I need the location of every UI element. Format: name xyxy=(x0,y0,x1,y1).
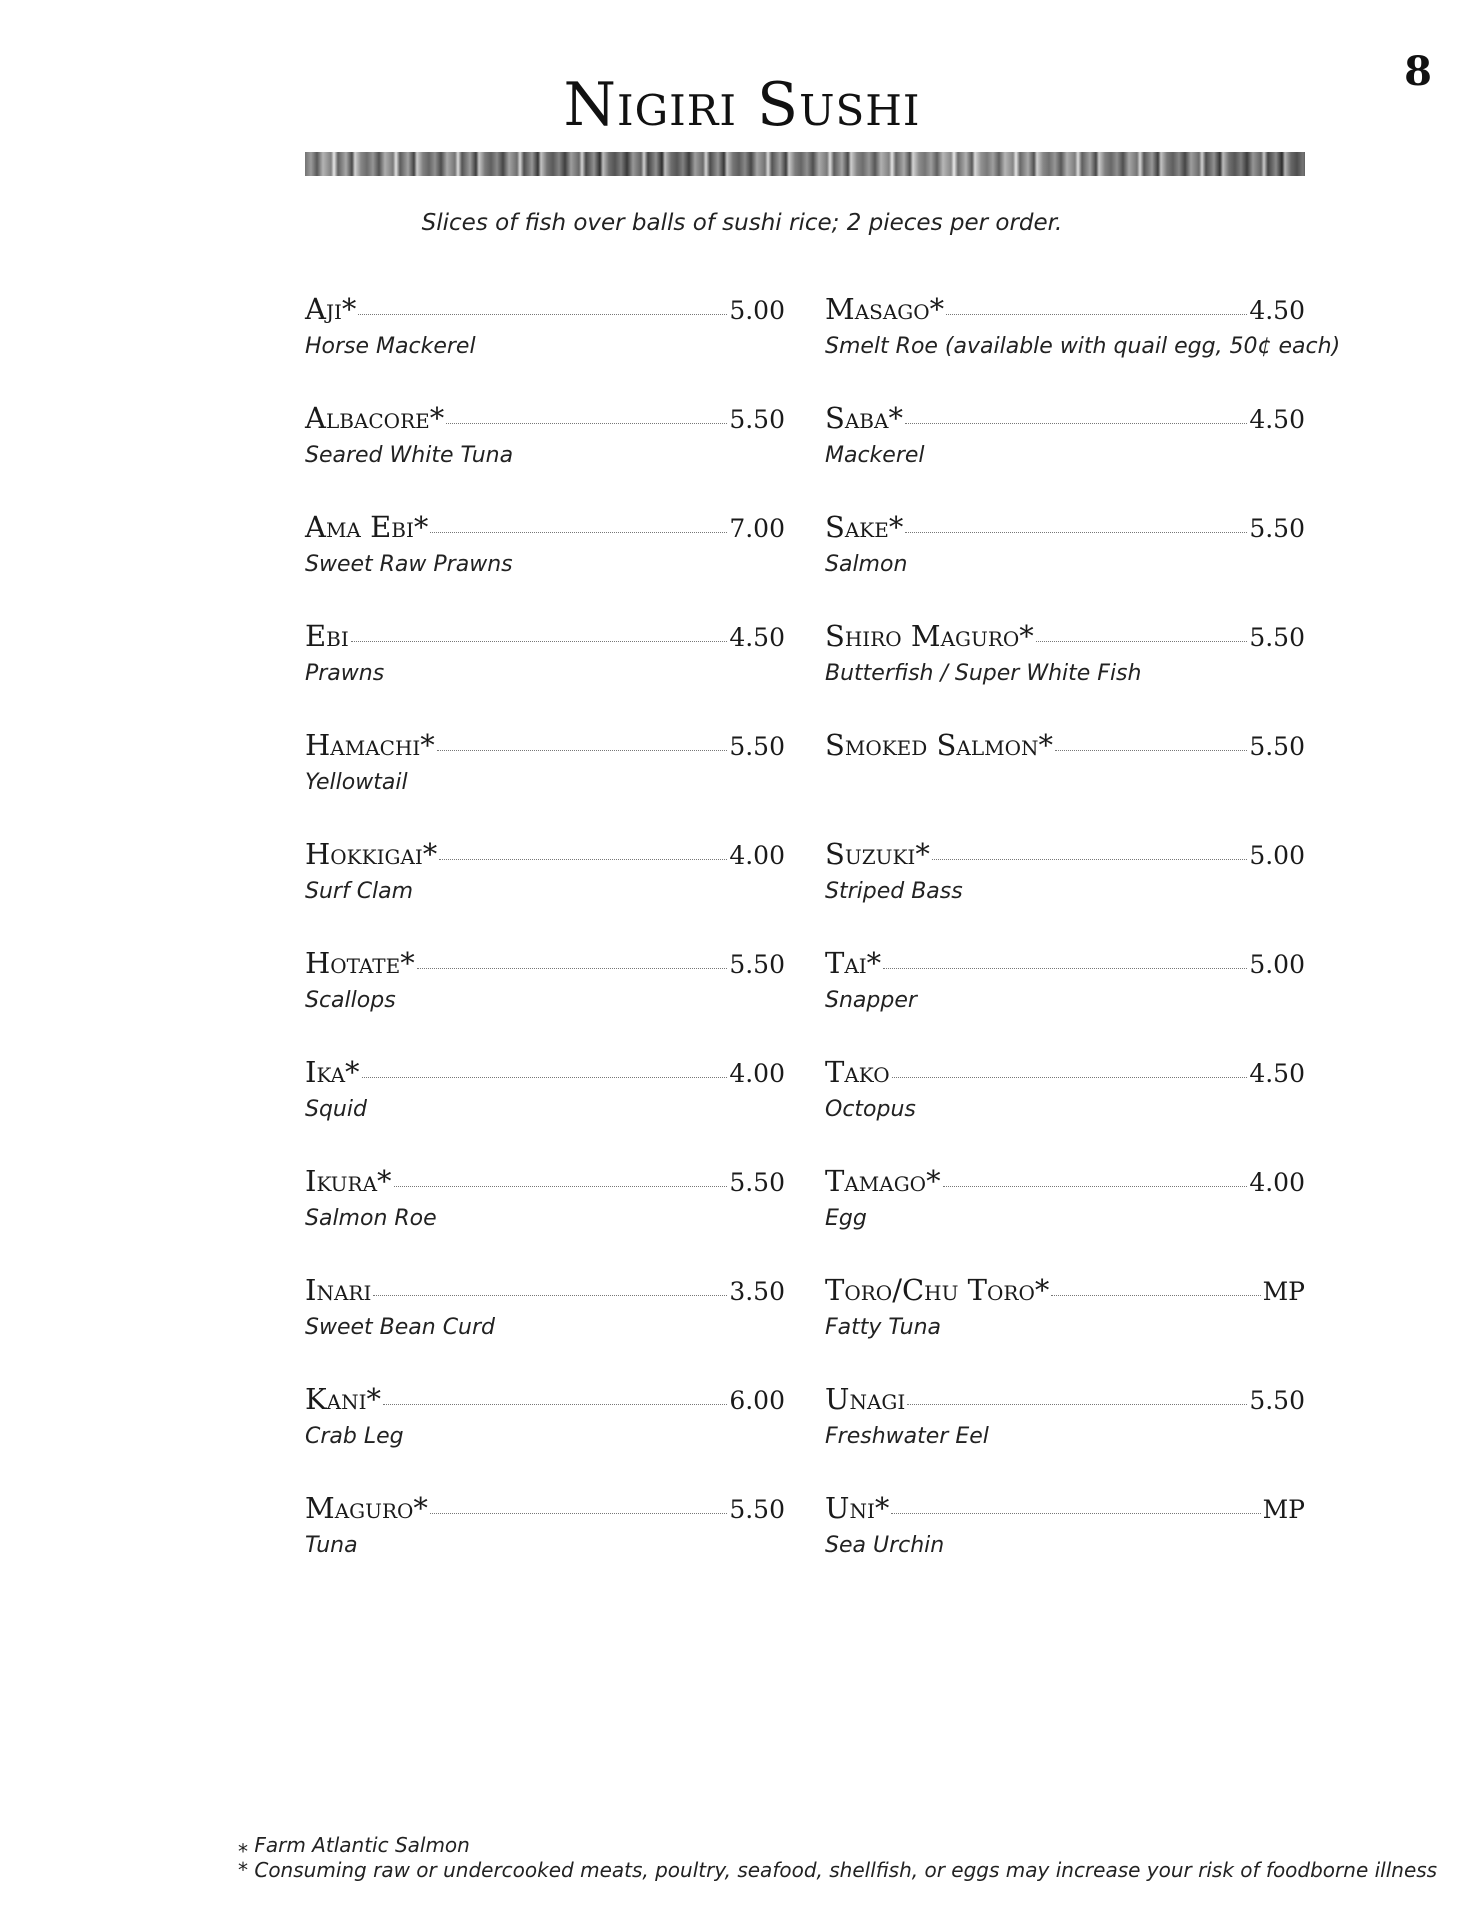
page-title: Nigiri Sushi xyxy=(563,70,921,140)
dot-leader xyxy=(946,314,1247,315)
menu-item-row xyxy=(305,1382,785,1416)
menu-item-price: 3.50 xyxy=(729,1277,785,1306)
menu-item-description: Horse Mackerel xyxy=(305,334,476,359)
menu-item-name: Ikura* xyxy=(305,1164,392,1198)
menu-item-row xyxy=(305,1491,785,1525)
menu-item xyxy=(825,837,1305,946)
menu-item-description: Snapper xyxy=(825,988,917,1013)
menu-item-price: 4.50 xyxy=(1249,405,1305,434)
menu-item-row xyxy=(305,946,785,980)
menu-item-name: Hotate* xyxy=(305,946,415,980)
menu-item-price: 6.00 xyxy=(729,1386,785,1415)
menu-item-price: MP xyxy=(1262,1495,1305,1524)
menu-item-description: Crab Leg xyxy=(305,1424,404,1449)
menu-item-row xyxy=(825,510,1305,544)
menu-item-name: Sake* xyxy=(825,510,904,544)
menu-item-description: Fatty Tuna xyxy=(825,1315,941,1340)
footnote-farm-salmon: ⁎ Farm Atlantic Salmon xyxy=(238,1833,470,1857)
menu-item-row xyxy=(825,1055,1305,1089)
menu-item-description: Prawns xyxy=(305,661,385,686)
dot-leader xyxy=(446,423,727,424)
menu-item-description: Mackerel xyxy=(825,443,925,468)
menu-item-row xyxy=(825,728,1305,762)
dot-leader xyxy=(430,532,727,533)
menu-item-price: 5.50 xyxy=(729,1495,785,1524)
dot-leader xyxy=(437,750,728,751)
menu-item-price: 4.50 xyxy=(729,623,785,652)
menu-item-price: 5.00 xyxy=(729,296,785,325)
menu-item xyxy=(305,401,785,510)
menu-item xyxy=(825,401,1305,510)
menu-item-row xyxy=(825,1382,1305,1416)
menu-item-name: Uni* xyxy=(825,1491,890,1525)
menu-item-description: Surf Clam xyxy=(305,879,414,904)
menu-item-price: 4.00 xyxy=(729,1059,785,1088)
dot-leader xyxy=(892,1077,1248,1078)
menu-item-description: Octopus xyxy=(825,1097,916,1122)
menu-item-price: 4.50 xyxy=(1249,296,1305,325)
menu-item-name: Inari xyxy=(305,1273,372,1307)
menu-item-row xyxy=(825,1164,1305,1198)
dot-leader xyxy=(1036,641,1248,642)
menu-item xyxy=(305,728,785,837)
dot-leader xyxy=(362,1077,728,1078)
menu-item-description: Yellowtail xyxy=(305,770,408,795)
dot-leader xyxy=(932,859,1248,860)
menu-item-name: Suzuki* xyxy=(825,837,930,871)
menu-item-price: 5.50 xyxy=(729,1168,785,1197)
menu-item-description: Butterfish / Super White Fish xyxy=(825,661,1142,686)
menu-item xyxy=(305,1491,785,1600)
menu-item-row xyxy=(825,619,1305,653)
menu-item-name: Unagi xyxy=(825,1382,906,1416)
menu-item xyxy=(305,1164,785,1273)
menu-item-name: Tako xyxy=(825,1055,890,1089)
dot-leader xyxy=(358,314,727,315)
menu-item-name: Hokkigai* xyxy=(305,837,438,871)
menu-item-description: Striped Bass xyxy=(825,879,963,904)
dot-leader xyxy=(891,1513,1260,1514)
menu-item-row xyxy=(825,837,1305,871)
menu-item-price: 5.00 xyxy=(1249,841,1305,870)
menu-item-row xyxy=(305,1164,785,1198)
menu-item-row xyxy=(305,619,785,653)
menu-item-price: 4.00 xyxy=(1249,1168,1305,1197)
menu-item-name: Ama Ebi* xyxy=(305,510,429,544)
menu-item-name: Masago* xyxy=(825,292,945,326)
menu-item xyxy=(305,292,785,401)
menu-item-row xyxy=(825,1491,1305,1525)
menu-item-description: Salmon Roe xyxy=(305,1206,437,1231)
menu-item-row xyxy=(825,946,1305,980)
menu-item xyxy=(305,510,785,619)
menu-item xyxy=(825,510,1305,619)
menu-item-name: Tamago* xyxy=(825,1164,941,1198)
menu-item-price: 5.50 xyxy=(1249,732,1305,761)
menu-item xyxy=(825,1491,1305,1600)
menu-item-name: Aji* xyxy=(305,292,357,326)
menu-item-price: 5.00 xyxy=(1249,950,1305,979)
menu-item-price: MP xyxy=(1262,1277,1305,1306)
menu-item-description: Sweet Bean Curd xyxy=(305,1315,496,1340)
menu-item-name: Kani* xyxy=(305,1382,382,1416)
dot-leader xyxy=(417,968,728,969)
menu-item-name: Albacore* xyxy=(305,401,445,435)
dot-leader xyxy=(373,1295,727,1296)
menu-item-description: Salmon xyxy=(825,552,908,577)
menu-item-price: 5.50 xyxy=(1249,1386,1305,1415)
menu-item-description: Sweet Raw Prawns xyxy=(305,552,513,577)
menu-item xyxy=(825,1055,1305,1164)
menu-item-description: Scallops xyxy=(305,988,396,1013)
menu-item-name: Saba* xyxy=(825,401,903,435)
dot-leader xyxy=(905,532,1247,533)
menu-item xyxy=(825,946,1305,1055)
menu-item xyxy=(305,946,785,1055)
dot-leader xyxy=(430,1513,727,1514)
menu-item xyxy=(825,728,1305,837)
menu-item xyxy=(305,837,785,946)
menu-item-name: Toro/Chu Toro* xyxy=(825,1273,1050,1307)
menu-item xyxy=(825,619,1305,728)
menu-item xyxy=(305,1055,785,1164)
dot-leader xyxy=(394,1186,728,1187)
menu-item-price: 5.50 xyxy=(1249,514,1305,543)
decorative-banner-image xyxy=(305,152,1305,176)
menu-item xyxy=(305,619,785,728)
menu-item-name: Smoked Salmon* xyxy=(825,728,1054,762)
footnote-consumer-advisory: * Consuming raw or undercooked meats, poultry, seafood, shellfish, or eggs may increase your risk of foodborne illness xyxy=(238,1858,1438,1882)
footnotes xyxy=(238,1833,1437,1883)
dot-leader xyxy=(905,423,1247,424)
dot-leader xyxy=(907,1404,1247,1405)
menu-item-description: Squid xyxy=(305,1097,367,1122)
menu-item-row xyxy=(305,1055,785,1089)
menu-item-price: 5.50 xyxy=(729,950,785,979)
menu-item xyxy=(825,292,1341,401)
menu-column-right xyxy=(825,292,1341,1600)
menu-item-description: Sea Urchin xyxy=(825,1533,945,1558)
menu-item-description: Tuna xyxy=(305,1533,358,1558)
menu-item-name: Shiro Maguro* xyxy=(825,619,1034,653)
dot-leader xyxy=(351,641,728,642)
menu-item-row xyxy=(305,401,785,435)
menu-item xyxy=(825,1273,1305,1382)
page-number: 8 xyxy=(1404,48,1432,95)
menu-item-price: 7.00 xyxy=(729,514,785,543)
menu-item-price: 5.50 xyxy=(729,732,785,761)
page-subtitle: Slices of fish over balls of sushi rice; 2 pieces per order. xyxy=(421,210,1063,236)
dot-leader xyxy=(883,968,1247,969)
menu-item-price: 5.50 xyxy=(1249,623,1305,652)
menu-item-row xyxy=(825,292,1305,326)
menu-list xyxy=(305,292,1341,1600)
menu-item-row xyxy=(305,837,785,871)
menu-item-price: 4.50 xyxy=(1249,1059,1305,1088)
menu-item-name: Ebi xyxy=(305,619,349,653)
menu-item-price: 5.50 xyxy=(729,405,785,434)
menu-item-row xyxy=(825,401,1305,435)
menu-item xyxy=(305,1273,785,1382)
dot-leader xyxy=(383,1404,727,1405)
menu-item-row xyxy=(305,1273,785,1307)
menu-item-description: Freshwater Eel xyxy=(825,1424,989,1449)
dot-leader xyxy=(439,859,727,860)
menu-item-name: Ika* xyxy=(305,1055,360,1089)
menu-item-row xyxy=(825,1273,1305,1307)
menu-item-description: Seared White Tuna xyxy=(305,443,514,468)
menu-item xyxy=(305,1382,785,1491)
menu-item xyxy=(825,1164,1305,1273)
menu-column-left xyxy=(305,292,785,1600)
dot-leader xyxy=(943,1186,1248,1187)
menu-item-name: Tai* xyxy=(825,946,882,980)
menu-item-description: Egg xyxy=(825,1206,867,1231)
menu-item-price: 4.00 xyxy=(729,841,785,870)
dot-leader xyxy=(1055,750,1247,751)
menu-item-name: Hamachi* xyxy=(305,728,435,762)
dot-leader xyxy=(1051,1295,1260,1296)
menu-item-row xyxy=(305,510,785,544)
menu-item-description: Smelt Roe (available with quail egg, 50¢ each) xyxy=(825,334,1341,359)
menu-item-name: Maguro* xyxy=(305,1491,428,1525)
menu-item-row xyxy=(305,292,785,326)
menu-item-row xyxy=(305,728,785,762)
menu-item xyxy=(825,1382,1305,1491)
